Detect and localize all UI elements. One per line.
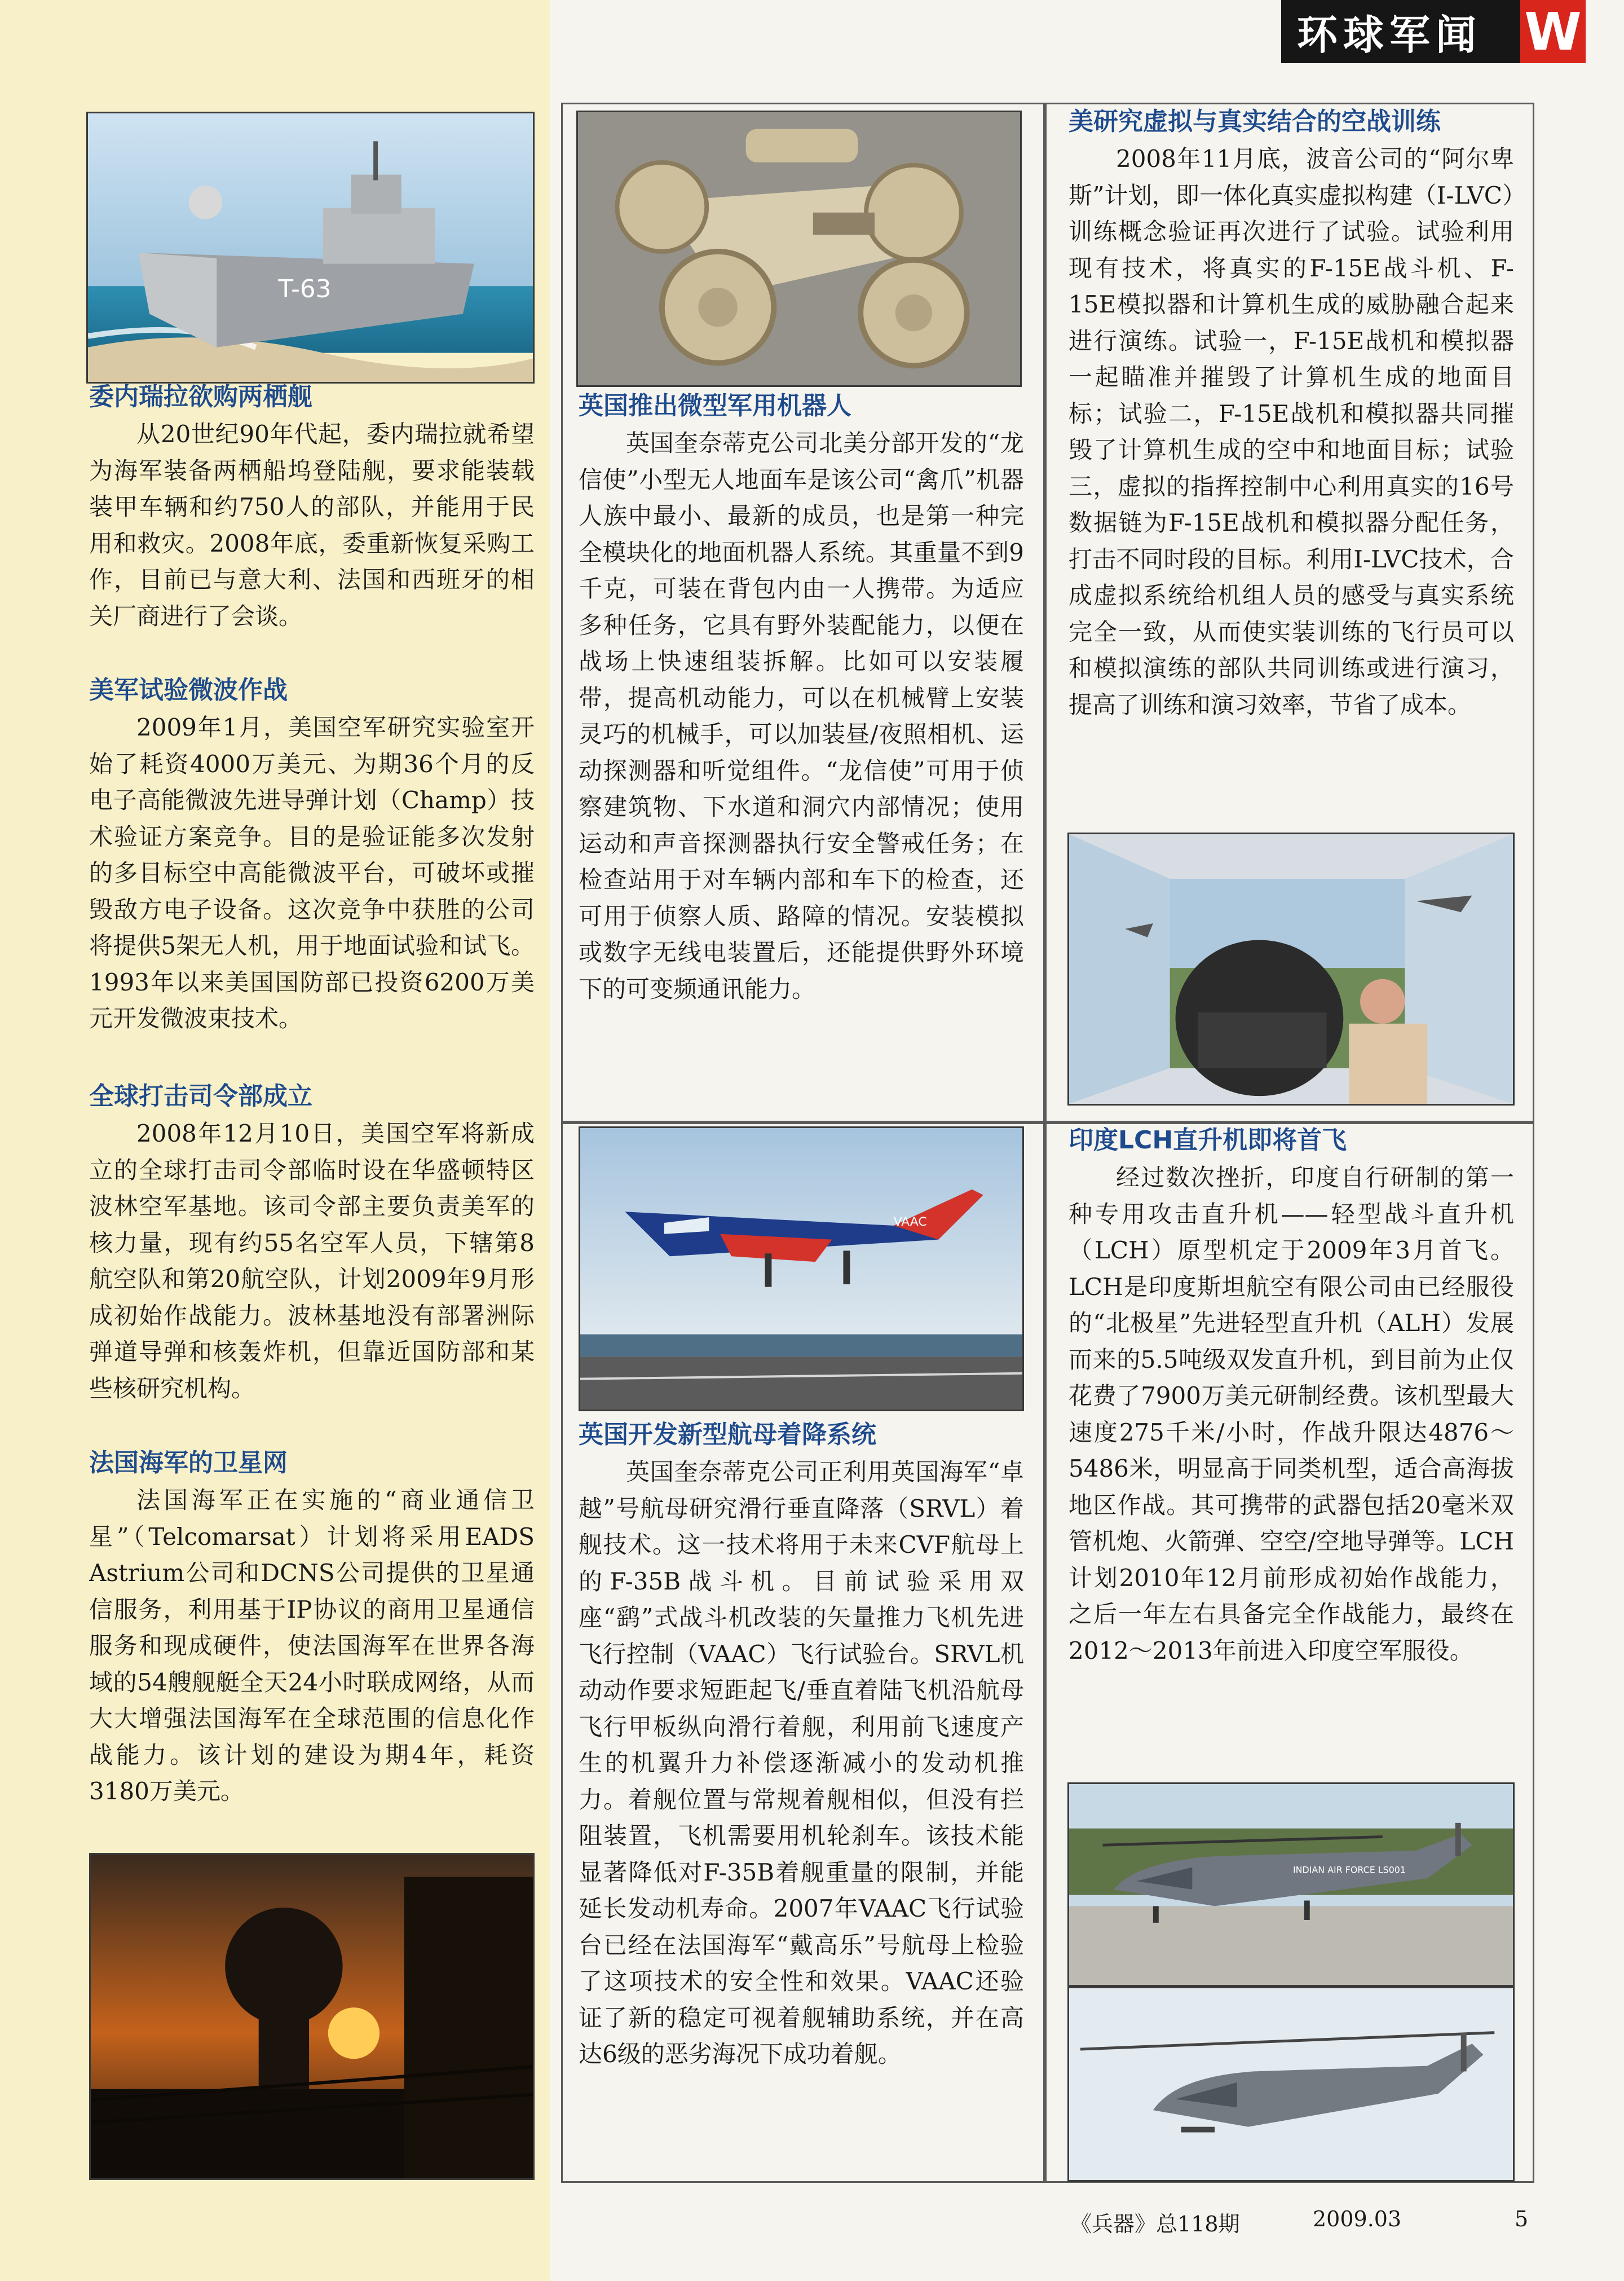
- masthead-title: 环球军闻: [1297, 11, 1482, 59]
- masthead-badge: W: [1520, 0, 1586, 63]
- footer-issue: 2009.03: [1313, 2207, 1402, 2231]
- footer-magazine: 《兵器》总118期: [1070, 2212, 1240, 2236]
- heading-french-sat: 法国海军的卫星网: [89, 1448, 288, 1477]
- heading-us-lvc: 美研究虚拟与真实结合的空战训练: [1069, 107, 1441, 136]
- ship-hull-number: T-63: [278, 275, 332, 303]
- helicopter-marking: INDIAN AIR FORCE LS001: [1292, 1864, 1406, 1875]
- body-india-lch: 经过数次挫折，印度自行研制的第一种专用攻击直升机——轻型战斗直升机（LCH）原型机定于2009年3月首飞。LCH是印度斯坦航空有限公司由已经服役的“北极星”先进轻型直升机（ALH）发展而来的5.5吨级双发直升机，到目前为止仅花费了7900万美元研制经费。该机型最大速度275千米/小时，作战升限达4876～5486米，明显高于同类机型，适合高海拔地区作战。其可携带的武器包括20毫米双管机炮、火箭弹、空空/空地导弹等。LCH计划2010年12月前形成初始作战能力，之后一年左右具备完全作战能力，最终在2012～2013年前进入印度空军服役。: [1069, 1164, 1514, 1664]
- heading-uk-carrier: 英国开发新型航母着降系统: [579, 1420, 876, 1449]
- photo-flight-simulator: [1067, 833, 1515, 1106]
- body-global-strike: 2008年12月10日，美国空军将新成立的全球打击司令部临时设在华盛顿特区波林空军基地。该司令部主要负责美军的核力量，现有约55名空军人员，下辖第8航空队和第20航空队，计划2009年9月形成初始作战能力。波林基地没有部署洲际弹道导弹和核轰炸机，但靠近国防部和某些核研究机构。: [89, 1120, 535, 1402]
- photo-satcom-radome: [89, 1853, 535, 2180]
- photo-vaac-harrier: [579, 1126, 1024, 1411]
- heading-venezuela: 委内瑞拉欲购两栖舰: [89, 382, 312, 411]
- photo-dragon-runner-robot: [576, 111, 1022, 387]
- heading-global-strike: 全球打击司令部成立: [89, 1082, 312, 1111]
- heading-microwave: 美军试验微波作战: [89, 676, 288, 704]
- heading-india-lch: 印度LCH直升机即将首飞: [1069, 1126, 1347, 1155]
- photo-lch-helicopter-ground: [1067, 1782, 1515, 1987]
- body-uk-carrier: 英国奎奈蒂克公司正利用英国海军“卓越”号航母研究滑行垂直降落（SRVL）着舰技术。这一技术将用于未来CVF航母上的F-35B战斗机。目前试验采用双座“鹞”式战斗机改装的矢量推力飞机先进飞行控制（VAAC）飞行试验台。SRVL机动动作要求短距起飞/垂直着陆飞机沿航母飞行甲板纵向滑行着舰，利用前飞速度产生的机翼升力补偿逐渐减小的发动机推力。着舰位置与常规着舰相似，但没有拦阻装置，飞机需要用机轮刹车。该技术能显著降低对F-35B着舰重量的限制，并能延长发动机寿命。2007年VAAC飞行试验台已经在法国海军“戴高乐”号航母上检验了这项技术的安全性和效果。VAAC还验证了新的稳定可视着舰辅助系统，并在高达6级的恶劣海况下成功着舰。: [579, 1458, 1024, 2068]
- photo-lch-helicopter-flight: [1067, 1987, 1515, 2182]
- body-us-lvc: 2008年11月底，波音公司的“阿尔卑斯”计划，即一体化真实虚拟构建（I-LVC）训练概念验证再次进行了试验。试验利用现有技术，将真实的F-15E战斗机、F-15E模拟器和计算机生成的威胁融合起来进行演练。试验一，F-15E战机和模拟器一起瞄准并摧毁了计算机生成的地面目标；试验二，F-15E战机和模拟器共同摧毁了计算机生成的空中和地面目标；试验三，虚拟的指挥控制中心利用真实的16号数据链为F-15E战机和模拟器分配任务，打击不同时段的目标。利用I-LVC技术，合成虚拟系统给机组人员的感受与真实系统完全一致，从而使实装训练的飞行员可以和模拟演练的部队共同训练或进行演习，提高了训练和演习效率，节省了成本。: [1069, 145, 1514, 719]
- heading-uk-robot: 英国推出微型军用机器人: [579, 391, 851, 420]
- body-venezuela: 从20世纪90年代起，委内瑞拉就希望为海军装备两栖船坞登陆舰，要求能装载装甲车辆和约750人的部队，并能用于民用和救灾。2008年底，委重新恢复采购工作，目前已与意大利、法国和西班牙的相关厂商进行了会谈。: [89, 420, 535, 630]
- section-masthead: [1281, 0, 1586, 63]
- body-microwave: 2009年1月，美国空军研究实验室开始了耗资4000万美元、为期36个月的反电子高能微波先进导弹计划（Champ）技术验证方案竞争。目的是验证能多次发射的多目标空中高能微波平台，可破坏或摧毁敌方电子设备。这次竞争中获胜的公司将提供5架无人机，用于地面试验和试飞。1993年以来美国国防部已投资6200万美元开发微波束技术。: [89, 714, 535, 1032]
- footer-page-number: 5: [1515, 2207, 1529, 2231]
- aircraft-marking: VAAC: [893, 1214, 927, 1229]
- photo-landing-ship: [86, 112, 535, 384]
- body-uk-robot: 英国奎奈蒂克公司北美分部开发的“龙信使”小型无人地面车是该公司“禽爪”机器人族中最小、最新的成员，也是第一种完全模块化的地面机器人系统。其重量不到9千克，可装在背包内由一人携带。为适应多种任务，它具有野外装配能力，以便在战场上快速组装拆解。比如可以安装履带，提高机动能力，可以在机械臂上安装灵巧的机械手，可以加装昼/夜照相机、运动探测器和听觉组件。“龙信使”可用于侦察建筑物、下水道和洞穴内部情况；使用运动和声音探测器执行安全警戒任务；在检查站用于对车辆内部和车下的检查，还可用于侦察人质、路障的情况。安装模拟或数字无线电装置后，还能提供野外环境下的可变频通讯能力。: [579, 429, 1024, 1003]
- body-french-sat: 法国海军正在实施的“商业通信卫星”（Telcomarsat）计划将采用EADS Astrium公司和DCNS公司提供的卫星通信服务，利用基于IP协议的商用卫星通信服务和现成硬件，使法国海军在世界各海域的54艘舰艇全天24小时联成网络，从而大大增强法国海军在全球范围的信息化作战能力。该计划的建设为期4年，耗资3180万美元。: [89, 1486, 535, 1805]
